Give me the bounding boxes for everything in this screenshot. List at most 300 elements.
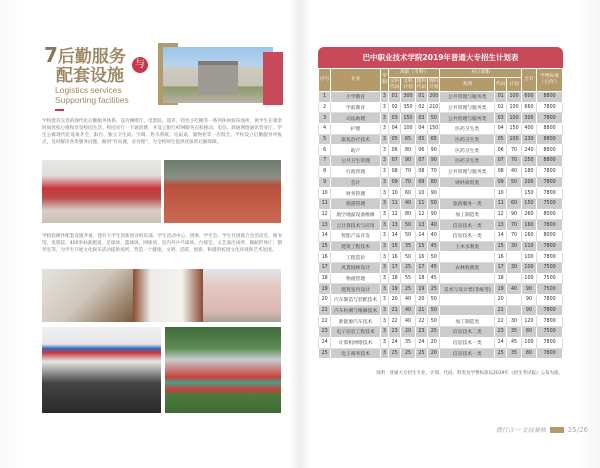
cell-sci-plan: 20	[428, 337, 440, 348]
cell-sci-plan: 45	[428, 263, 440, 274]
cell-arts-code: 02	[388, 102, 400, 113]
cell-arts-plan: 25	[401, 284, 415, 295]
cell-major: 风景园林设计	[331, 263, 380, 274]
cell-plan: 90	[507, 209, 521, 220]
cell-years: 3	[380, 252, 388, 263]
cell-total: 300	[521, 113, 536, 124]
enrollment-plan-table	[318, 47, 563, 359]
cell-years: 3	[380, 305, 388, 316]
cell-plan: 70	[507, 230, 521, 241]
table-row	[319, 92, 563, 103]
cell-arts-plan: 35	[401, 337, 415, 348]
cell-seq: 12	[319, 209, 331, 220]
table-row	[319, 220, 563, 231]
cell-major: 工程造价	[331, 252, 380, 263]
cell-category: 公共管理与服务类	[440, 113, 495, 124]
cell-fee: 7500	[537, 273, 563, 284]
table-row	[319, 156, 563, 167]
cell-code: 18	[495, 273, 507, 284]
table-row	[319, 113, 563, 124]
cell-major: 司法助理	[331, 113, 380, 124]
footer-slogan: 德行合一·文技兼修	[495, 427, 546, 434]
cell-years: 3	[380, 273, 388, 284]
cell-plan: 45	[507, 337, 521, 348]
cell-total: 100	[521, 273, 536, 284]
cell-sci-plan: 210	[428, 102, 440, 113]
cell-major: 智能产品开发	[331, 230, 380, 241]
cell-sci-plan: 90	[428, 188, 440, 199]
cell-code: 07	[495, 156, 507, 167]
cell-code: 13	[495, 220, 507, 231]
cell-category: 加工制造类	[440, 316, 495, 327]
cell-arts-code: 18	[388, 273, 400, 284]
cell-seq: 3	[319, 113, 331, 124]
cell-code: 25	[495, 348, 507, 359]
cell-arts-code: 25	[388, 348, 400, 359]
cell-arts-code: 03	[388, 113, 400, 124]
cell-major: 学前教育	[331, 102, 380, 113]
table-row	[319, 337, 563, 348]
cell-seq: 23	[319, 327, 331, 338]
cell-code: 05	[495, 134, 507, 145]
cell-arts-plan: 80	[401, 145, 415, 156]
subtitle-en-line-2: Supporting facilities	[55, 94, 129, 105]
photo-sports-field	[165, 327, 281, 413]
cell-code: 02	[495, 102, 507, 113]
cell-code: 10	[495, 188, 507, 199]
cell-arts-code: 23	[388, 327, 400, 338]
cell-sci-code: 25	[415, 348, 427, 359]
cell-major: 小学教育	[331, 92, 380, 103]
cell-arts-code: 07	[388, 156, 400, 167]
table-row	[319, 177, 563, 188]
cell-seq: 14	[319, 230, 331, 241]
table-row	[319, 209, 563, 220]
cell-seq: 16	[319, 252, 331, 263]
cell-plan: 35	[507, 348, 521, 359]
cell-plan: 150	[507, 124, 521, 135]
cell-total: 100	[521, 252, 536, 263]
cell-sci-code: 22	[415, 316, 427, 327]
title-divider	[55, 109, 64, 111]
title-badge: 与	[132, 57, 148, 73]
cell-seq: 9	[319, 177, 331, 188]
cell-sci-plan: 200	[428, 92, 440, 103]
cell-sci-code: 14	[415, 230, 427, 241]
cell-major: 汽车检测与维修技术	[331, 305, 380, 316]
cell-sci-code: 20	[415, 295, 427, 306]
table-row	[319, 134, 563, 145]
cell-arts-code: 15	[388, 241, 400, 252]
cell-category: 加工制造类	[440, 209, 495, 220]
cell-fee: 7500	[537, 327, 563, 338]
cell-category: 财经商贸类	[440, 177, 495, 188]
cell-sci-code: 11	[415, 198, 427, 209]
section-title	[44, 43, 126, 86]
facilities-paragraph: 学校软硬件配套设施齐备，建有大学生创新创业俱乐部、学生活动中心、团委、学生会、学生社团联合会活动室、图书馆、电影院、400米标准跑道、足球场、篮球场、网球场、室内外乒乓球场、台球室、文艺演出场所、舞蹈形体厅、钢琴室等，为学生开展文化娱乐活动提供场所，营造一个健康、文明、活跃、创新、和谐的校园文化环境和艺术氛围。	[42, 234, 282, 253]
cell-sci-plan: 40	[428, 220, 440, 231]
cell-sci-plan: 50	[428, 113, 440, 124]
cell-total: 100	[521, 263, 536, 274]
cell-arts-plan: 150	[401, 113, 415, 124]
cell-fee: 7800	[537, 348, 563, 359]
cell-total: 160	[521, 220, 536, 231]
cell-years: 3	[380, 156, 388, 167]
cell-fee: 8800	[537, 156, 563, 167]
cell-years: 3	[380, 166, 388, 177]
cell-category: 信息技术一类	[440, 337, 495, 348]
cell-fee: 7800	[537, 177, 563, 188]
photo-running-track	[164, 160, 281, 223]
table-row	[319, 263, 563, 274]
cell-plan: 100	[507, 102, 521, 113]
cell-plan: 35	[507, 327, 521, 338]
table-row	[319, 305, 563, 316]
cell-seq: 25	[319, 348, 331, 359]
table-row	[319, 102, 563, 113]
cell-arts-plan: 35	[401, 241, 415, 252]
table-row	[319, 327, 563, 338]
cell-arts-code: 10	[388, 188, 400, 199]
cell-years: 3	[380, 113, 388, 124]
cell-fee: 7800	[537, 252, 563, 263]
cell-category: 农林牧渔类	[440, 263, 495, 274]
cell-seq: 6	[319, 145, 331, 156]
cell-arts-plan: 70	[401, 166, 415, 177]
cell-fee: 8000	[537, 230, 563, 241]
cell-category: 信息技术一类	[440, 220, 495, 231]
cell-fee: 8800	[537, 145, 563, 156]
cell-major: 电子商务技术	[331, 348, 380, 359]
cell-major: 护理	[331, 124, 380, 135]
cell-arts-code: 12	[388, 209, 400, 220]
cell-sci-plan: 90	[428, 156, 440, 167]
cell-major: 航空地面设备维修	[331, 209, 380, 220]
cell-plan	[507, 188, 521, 199]
cell-years: 3	[380, 124, 388, 135]
photo-main-building	[163, 47, 273, 103]
cell-plan: 40	[507, 284, 521, 295]
cell-fee: 7500	[537, 198, 563, 209]
cell-seq: 11	[319, 198, 331, 209]
cell-arts-plan: 70	[401, 177, 415, 188]
cell-sci-code: 08	[415, 166, 427, 177]
cell-total: 660	[521, 102, 536, 113]
cell-arts-code: 01	[388, 92, 400, 103]
cell-sci-plan: 70	[428, 166, 440, 177]
cell-arts-plan: 40	[401, 316, 415, 327]
cell-plan: 40	[507, 166, 521, 177]
cell-sci-plan: 65	[428, 134, 440, 145]
cell-plan: 100	[507, 92, 521, 103]
cell-sci-code: 19	[415, 284, 427, 295]
cell-category: 医药卫生类	[440, 134, 495, 145]
cell-years: 3	[380, 145, 388, 156]
cell-sci-plan: 50	[428, 305, 440, 316]
cell-fee: 7800	[537, 188, 563, 199]
cell-fee: 7800	[537, 241, 563, 252]
table-row	[319, 188, 563, 199]
cell-category	[440, 188, 495, 199]
section-number: 7	[44, 43, 58, 67]
cell-category: 公共管理与服务类	[440, 166, 495, 177]
cell-major: 财务管理	[331, 188, 380, 199]
title-line-2: 配套设施	[56, 66, 124, 86]
cell-fee: 8000	[537, 209, 563, 220]
cell-arts-code: 19	[388, 284, 400, 295]
cell-total: 150	[521, 198, 536, 209]
cell-arts-plan: 50	[401, 252, 415, 263]
cell-plan: 70	[507, 145, 521, 156]
cell-sci-code: 15	[415, 241, 427, 252]
cell-years: 3	[380, 209, 388, 220]
cell-total: 100	[521, 337, 536, 348]
table-row	[319, 166, 563, 177]
cell-total: 230	[521, 134, 536, 145]
cell-plan	[507, 252, 521, 263]
header-total: 合计	[521, 69, 536, 92]
cell-major: 旅游管理	[331, 198, 380, 209]
cell-plan	[507, 305, 521, 316]
cell-arts-plan: 20	[401, 327, 415, 338]
cell-fee: 7800	[537, 166, 563, 177]
cell-sci-code: 01	[415, 92, 427, 103]
cell-years: 3	[380, 337, 388, 348]
table-row	[319, 252, 563, 263]
cell-sci-plan: 50	[428, 316, 440, 327]
photo-dormitory	[133, 269, 203, 322]
cell-seq: 4	[319, 124, 331, 135]
cell-code: 09	[495, 177, 507, 188]
cell-fee: 7500	[537, 284, 563, 295]
cell-sci-code: 06	[415, 145, 427, 156]
page-numbers: 25/26	[567, 425, 588, 434]
cell-sci-plan: 20	[428, 348, 440, 359]
cell-total: 250	[521, 156, 536, 167]
cell-total: 260	[521, 209, 536, 220]
cell-fee: 8800	[537, 124, 563, 135]
cell-fee: 7800	[537, 295, 563, 306]
cell-years: 3	[380, 263, 388, 274]
cell-seq: 22	[319, 316, 331, 327]
cell-arts-plan: 40	[401, 305, 415, 316]
subtitle-en	[55, 86, 129, 105]
cell-arts-code: 24	[388, 337, 400, 348]
cell-category: 医药卫生类	[440, 145, 495, 156]
cell-seq: 17	[319, 263, 331, 274]
cell-major: 公共卫生管理	[331, 156, 380, 167]
cell-arts-plan: 60	[401, 188, 415, 199]
cell-seq: 20	[319, 295, 331, 306]
photo-library	[42, 269, 133, 322]
cell-code: 08	[495, 166, 507, 177]
cell-code: 19	[495, 284, 507, 295]
cell-major: 会计	[331, 177, 380, 188]
cell-code: 14	[495, 230, 507, 241]
cell-fee: 7800	[537, 316, 563, 327]
cell-major: 云计算技术与应用	[331, 220, 380, 231]
cell-category: 信息技术二类	[440, 327, 495, 338]
cell-fee: 7500	[537, 263, 563, 274]
decor-red-block	[263, 52, 283, 105]
cell-sci-plan: 150	[428, 124, 440, 135]
cell-major: 电子信息工程技术	[331, 327, 380, 338]
cell-arts-plan: 350	[401, 102, 415, 113]
cell-major: 助产	[331, 145, 380, 156]
cell-code: 01	[495, 92, 507, 103]
cell-sci-code: 21	[415, 305, 427, 316]
cell-arts-code: 16	[388, 252, 400, 263]
header-arts-code: 文科代码	[389, 78, 400, 90]
cell-code: 11	[495, 198, 507, 209]
cell-sci-code: 23	[415, 327, 427, 338]
cell-sci-code: 18	[415, 273, 427, 284]
cell-plan	[507, 273, 521, 284]
table-title: 巴中职业技术学院2019年普通大专招生计划表	[318, 47, 563, 68]
cell-sci-code: 05	[415, 134, 427, 145]
table-row	[319, 316, 563, 327]
cell-code: 15	[495, 241, 507, 252]
table-body	[319, 92, 563, 359]
header-sci-code: 理科代码	[416, 78, 427, 90]
page-footer	[496, 425, 588, 434]
header-arts-plan: 文科计划	[401, 78, 415, 92]
cell-seq: 19	[319, 284, 331, 295]
cell-arts-code: 06	[388, 145, 400, 156]
header-category: 类别	[440, 78, 495, 92]
header-plan: 计划	[507, 78, 521, 92]
cell-sci-code: 07	[415, 156, 427, 167]
cell-category: 美术与设计类(非统考)	[440, 284, 495, 295]
table-row	[319, 273, 563, 284]
cell-plan: 60	[507, 198, 521, 209]
cell-sci-code: 04	[415, 124, 427, 135]
cell-fee: 8800	[537, 134, 563, 145]
cell-sci-plan: 50	[428, 252, 440, 263]
cell-major: 计算机网络技术	[331, 337, 380, 348]
cell-category: 土木水利类	[440, 241, 495, 252]
cell-total: 240	[521, 145, 536, 156]
cell-arts-plan: 50	[401, 230, 415, 241]
cell-years: 3	[380, 134, 388, 145]
cell-category: 公共管理与服务类	[440, 92, 495, 103]
cell-years: 3	[380, 316, 388, 327]
cell-code: 03	[495, 113, 507, 124]
cell-arts-plan: 55	[401, 273, 415, 284]
cell-total: 90	[521, 284, 536, 295]
cell-years: 3	[380, 230, 388, 241]
cell-plan: 30	[507, 316, 521, 327]
cell-arts-code: 11	[388, 198, 400, 209]
header-vocational: 对口高职	[440, 69, 521, 78]
cell-code: 21	[495, 305, 507, 316]
cell-code: 20	[495, 295, 507, 306]
header-general: 高职（专科）	[388, 69, 439, 78]
cell-total: 80	[521, 348, 536, 359]
cell-sci-code: 16	[415, 252, 427, 263]
cell-category: 公共管理与服务类	[440, 102, 495, 113]
cell-total: 120	[521, 316, 536, 327]
cell-arts-plan: 50	[401, 220, 415, 231]
cell-sci-plan: 25	[428, 327, 440, 338]
cell-sci-code: 13	[415, 220, 427, 231]
cell-sci-plan: 90	[428, 145, 440, 156]
cell-arts-plan: 65	[401, 134, 415, 145]
cell-seq: 13	[319, 220, 331, 231]
cell-plan: 30	[507, 241, 521, 252]
cell-years: 3	[380, 102, 388, 113]
cell-category	[440, 273, 495, 284]
table-note: 说明：普通大专招生专业、计划、代码、科类及学费标准以2019年《招生考试报》公布为准。	[376, 371, 563, 376]
cell-category: 信息技术一类	[440, 230, 495, 241]
cell-seq: 10	[319, 188, 331, 199]
cell-category: 旅游服务一类	[440, 198, 495, 209]
cell-arts-plan: 90	[401, 156, 415, 167]
cell-total: 80	[521, 327, 536, 338]
cell-total: 200	[521, 177, 536, 188]
cell-sci-code: 10	[415, 188, 427, 199]
cell-seq: 7	[319, 156, 331, 167]
cell-major: 建筑工程技术	[331, 241, 380, 252]
cell-sci-code: 12	[415, 209, 427, 220]
cell-arts-code: 17	[388, 263, 400, 274]
cell-sci-plan: 25	[428, 284, 440, 295]
cell-sci-code: 24	[415, 337, 427, 348]
cell-code: 06	[495, 145, 507, 156]
cell-category: 医药卫生类	[440, 156, 495, 167]
logistics-paragraph: 学校建有完善的现代化后勤服务体系，设有咖啡厅、电影院、超市、特色小吃摊等一系列休闲娱乐场所，供学生在课余时间放松心情和享受校园生活。校园实行一卡通消费，并设立银行ATM服务点和移动、电信、联通网络通讯营业厅。学生公寓现代化设备齐全，阳台、独立卫生间、空调、热水系统、电扇桌、储物柜等一应俱全。学校设立后勤服务申报点，及时解决各类服务问题，做到“有问题，必处理”，为全校师生提供优质的后勤保障。	[42, 119, 282, 145]
cell-years: 3	[380, 188, 388, 199]
photo-computer-lab	[42, 327, 161, 413]
title-line-1: 后勤服务	[57, 47, 126, 67]
cell-plan: 100	[507, 113, 521, 124]
cell-arts-code: 22	[388, 316, 400, 327]
table-row	[319, 198, 563, 209]
cell-fee: 7800	[537, 305, 563, 316]
cell-years: 3	[380, 295, 388, 306]
cell-sci-plan: 40	[428, 230, 440, 241]
cell-arts-code: 14	[388, 230, 400, 241]
photo-lecture-hall	[42, 160, 161, 223]
cell-code: 12	[495, 209, 507, 220]
cell-total: 600	[521, 92, 536, 103]
cell-sci-plan: 50	[428, 295, 440, 306]
cell-category	[440, 295, 495, 306]
cell-category: 医药卫生类	[440, 124, 495, 135]
cell-total: 150	[521, 188, 536, 199]
cell-arts-code: 21	[388, 305, 400, 316]
cell-seq: 2	[319, 102, 331, 113]
table-row	[319, 284, 563, 295]
header-fee: 学费标准（元/年）	[537, 69, 563, 92]
cell-years: 3	[380, 92, 388, 103]
cell-arts-code: 13	[388, 220, 400, 231]
cell-arts-code: 09	[388, 177, 400, 188]
cell-seq: 18	[319, 273, 331, 284]
cell-sci-code: 17	[415, 263, 427, 274]
cell-seq: 15	[319, 241, 331, 252]
cell-years: 3	[380, 284, 388, 295]
cell-code: 04	[495, 124, 507, 135]
cell-seq: 8	[319, 166, 331, 177]
cell-major: 物流管理	[331, 273, 380, 284]
cell-arts-plan: 25	[401, 348, 415, 359]
cell-fee: 7800	[537, 337, 563, 348]
cell-arts-plan: 300	[401, 92, 415, 103]
footer-gold-box	[550, 427, 564, 433]
cell-sci-plan: 90	[428, 209, 440, 220]
cell-code: 22	[495, 316, 507, 327]
